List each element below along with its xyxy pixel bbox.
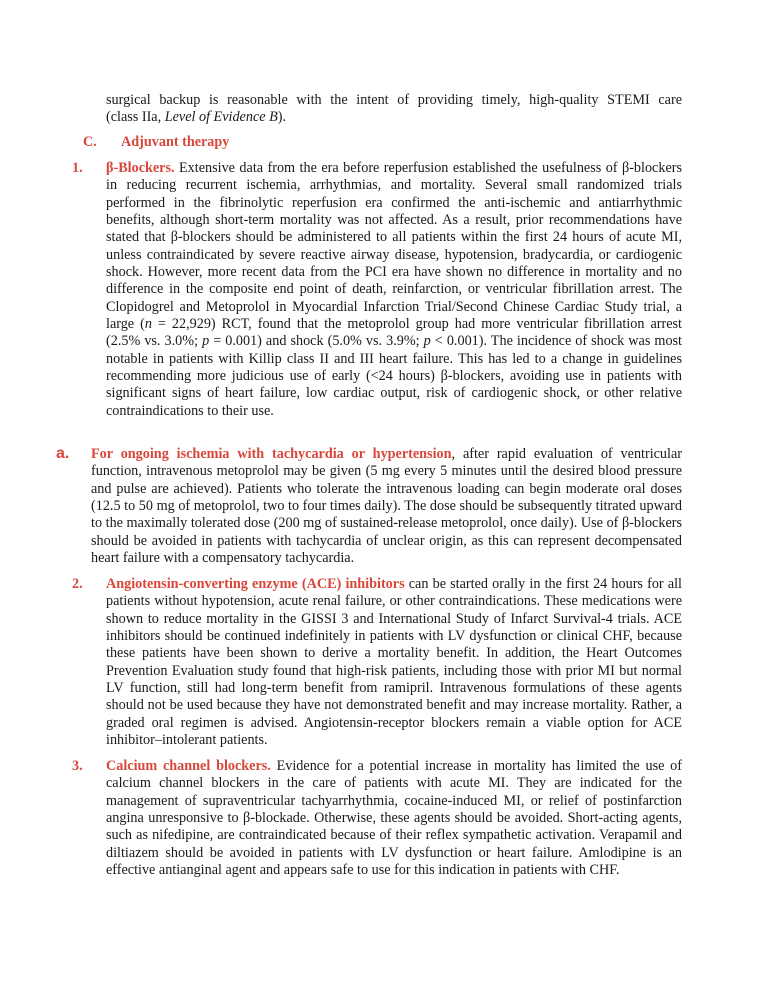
item-1a-ongoing-ischemia xyxy=(91,446,682,567)
intro-line-2-pre: (class IIa, xyxy=(106,109,165,126)
item-1-number: 1. xyxy=(72,160,83,176)
evidence-level: Level of Evidence B xyxy=(164,109,278,126)
item-1-p1: p xyxy=(202,333,210,350)
item-1a-heading: For ongoing ischemia with tachycardia or hypertension xyxy=(91,446,452,462)
item-1a-marker: a. xyxy=(56,445,70,462)
item-1-heading: β-Blockers. xyxy=(106,160,175,176)
item-3-calcium-channel-blockers xyxy=(106,758,682,879)
item-1a-body: , after rapid evaluation of ventricular function, intravenous metoprolol may be given (5 mg every 5 minutes until the desired blood pressure and pulse are achieved). Patients who tolerate the intravenous loading can begin moderate oral doses (12.5 to 50 mg of metoprolol, two to four times daily). The dose should be subsequently titrated upward to the maximally tolerated dose (200 mg of sustained-release metoprolol, once daily). Use of β-blockers should be avoided in patients with tachycardia of unclear origin, as this can represent decompensated heart failure with a compensatory tachycardia. xyxy=(91,446,682,567)
item-2-number: 2. xyxy=(72,576,83,592)
intro-line-1: surgical backup is reasonable with the intent of providing timely, high-quality STEMI care xyxy=(106,92,682,108)
item-1-p2: p xyxy=(423,333,431,350)
item-3-body: Evidence for a potential increase in mortality has limited the use of calcium channel blockers in the care of patients with acute MI. They are indicated for the management of supraventricular tachyarrhythmia, cocaine-induced MI, or relief of postinfarction angina unresponsive to β-blockade. Otherwise, these agents should be avoided. Short-acting agents, such as nifedipine, are contraindicated because of their reflex sympathetic activation. Verapamil and diltiazem should be avoided in patients with LV dysfunction or heart failure. Amlodipine is an effective antianginal agent and appears safe to use for this indication in patients with CHF. xyxy=(106,758,682,879)
item-3-heading: Calcium channel blockers. xyxy=(106,758,271,774)
item-1-body-a: Extensive data from the era before reperfusion established the usefulness of β-blockers in reducing recurrent ischemia, arrhythmias, and mortality. Several small randomized trials performed in the fibrinolytic reperfusion era confirmed the anti-ischemic and antiarrhythmic benefits, although short-term mortality was not affected. As a result, prior recommendations have stated that β-blockers should be administered to all patients within the first 24 hours of acute MI, unless contraindicated by severe reactive airway disease, hypotension, bradycardia, or cardiogenic shock. However, more recent data from the PCI era have shown no difference in mortality and no difference in the composite end point of death, reinfarction, or ventricular fibrillation arrest. The Clopidogrel and Metoprolol in Myocardial Infarction Trial/Second Chinese Cardiac Study trial, a large ( xyxy=(106,160,682,333)
item-1-body-c: = 0.001) and shock (5.0% vs. 3.9%; xyxy=(209,333,424,350)
item-2-heading: Angiotensin-converting enzyme (ACE) inhibitors xyxy=(106,576,405,592)
item-3-number: 3. xyxy=(72,758,83,774)
item-1-body-b: = 22,929) RCT, found that the metoprolol group had more ventricular fibrillation arrest (2.5% vs. 3.0%; xyxy=(106,316,682,350)
item-2-body: can be started orally in the first 24 hours for all patients without hypotension, acute renal failure, or other contraindications. These medications were shown to reduce mortality in the GISSI 3 and International Study of Infarct Survival-4 trials. ACE inhibitors should be continued indefinitely in patients with LV dysfunction or clinical CHF, because these patients have been shown to derive a mortality benefit. In addition, the Heart Outcomes Prevention Evaluation study found that high-risk patients, including those with prior MI but normal LV function, still had long-term benefit from ramipril. Intravenous formulations of these agents should not be used because they have not demonstrated benefit and may increase mortality. Rather, a graded oral regimen is advised. Angiotensin-receptor blockers remain a viable option for ACE inhibitor–intolerant patients. xyxy=(106,576,682,749)
item-1-body-d: < 0.001). The incidence of shock was most notable in patients with Killip class II and III heart failure. This has led to a change in guidelines recommending more judicious use of early (<24 hours) β-blockers, avoiding use in patients with significant signs of heart failure, low cardiac output, risk of cardiogenic shock, or other relative contraindications to their use. xyxy=(106,333,682,419)
intro-line-2-post: ). xyxy=(277,109,287,126)
item-1-beta-blockers xyxy=(106,160,682,420)
section-letter: C. xyxy=(83,134,97,150)
intro-paragraph xyxy=(106,92,682,127)
section-title: Adjuvant therapy xyxy=(121,134,230,150)
item-2-ace-inhibitors xyxy=(106,576,682,749)
item-1-n: n xyxy=(144,316,152,333)
